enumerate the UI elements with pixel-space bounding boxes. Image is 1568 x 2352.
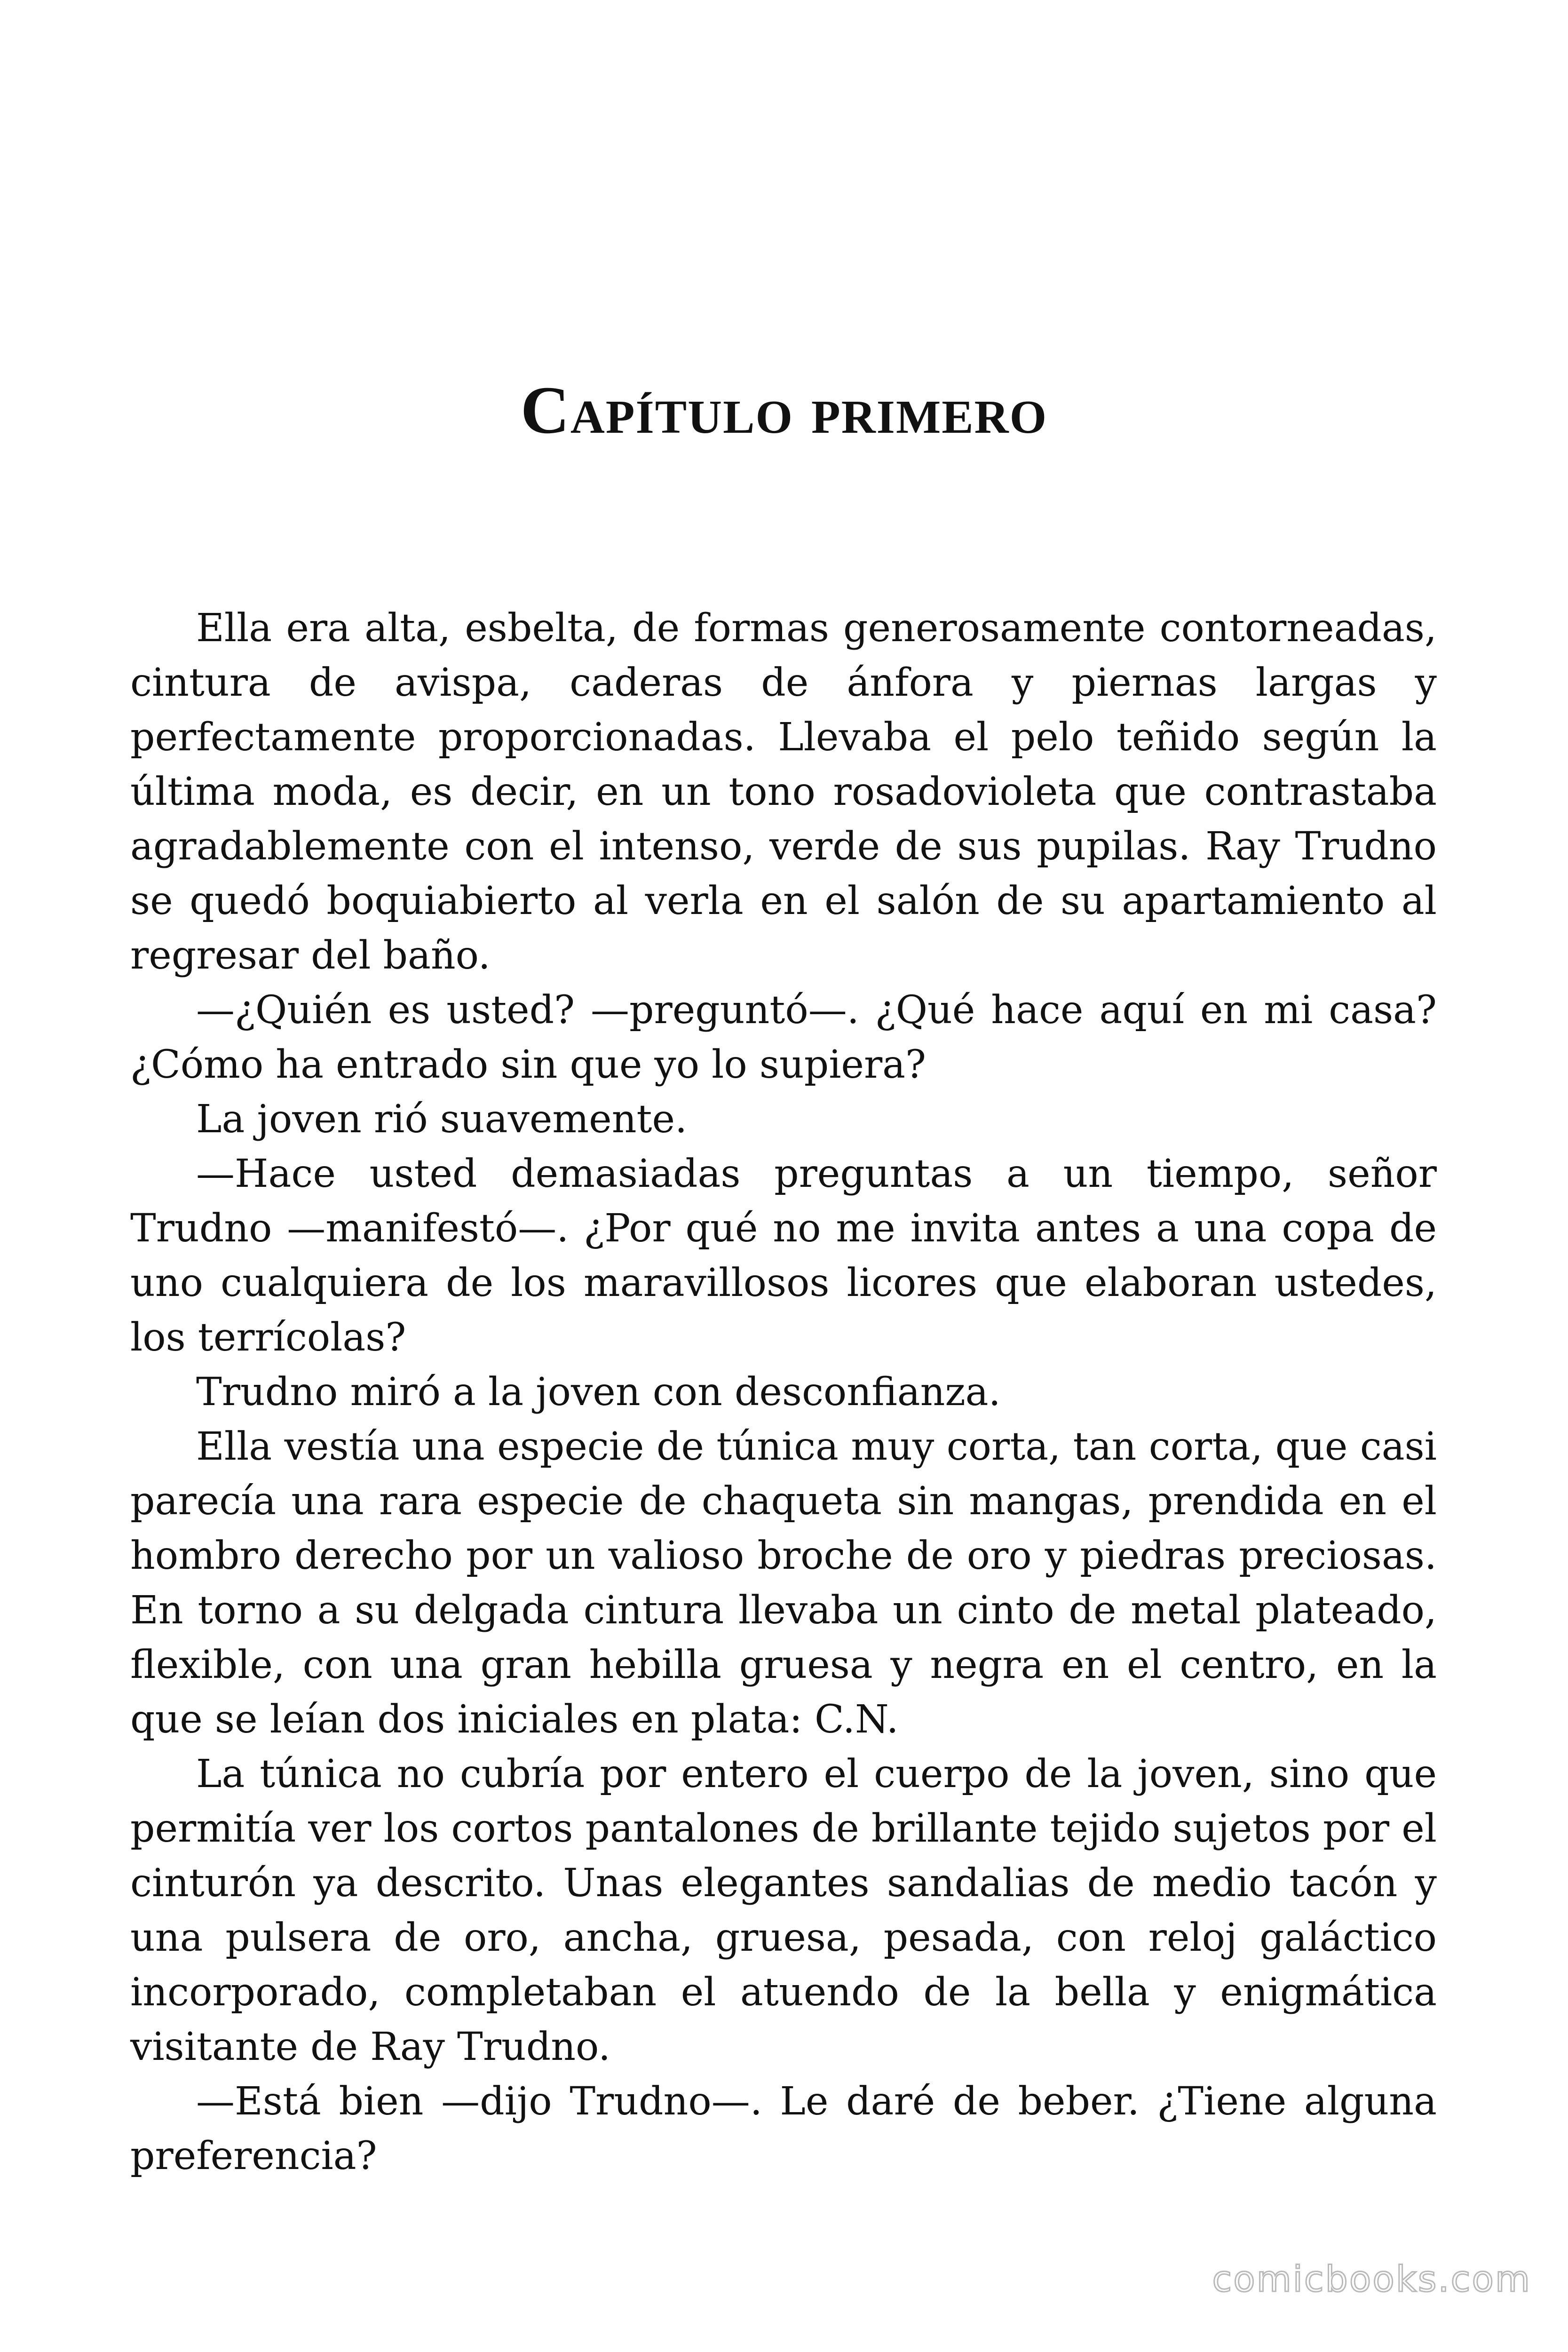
paragraph: Ella vestía una especie de túnica muy corta, tan corta, que casi parecía una rara especie de chaqueta sin mangas, prendida en el hombro derecho por un valioso broche de oro y piedras preciosas. En torno a su delgada cintura llevaba un cinto de metal plateado, flexible, con una gran hebilla gruesa y negra en el centro, en la que se leían dos iniciales en plata: C.N. — [130, 1424, 1437, 1742]
chapter-body — [130, 601, 1437, 2184]
chapter-title: Capítulo primero — [520, 373, 1048, 448]
paragraph: —Está bien —dijo Trudno—. Le daré de beber. ¿Tiene alguna preferencia? — [130, 2079, 1437, 2178]
paragraph: La túnica no cubría por entero el cuerpo de la joven, sino que permitía ver los cortos pantalones de brillante tejido sujetos por el cinturón ya descrito. Unas elegantes sandalias de medio tacón y una pulsera de oro, ancha, gruesa, pesada, con reloj galáctico incorporado, completaban el atuendo de la bella y enigmática visitante de Ray Trudno. — [130, 1752, 1437, 2069]
paragraph: —¿Quién es usted? —preguntó—. ¿Qué hace aquí en mi casa? ¿Cómo ha entrado sin que yo lo supiera? — [130, 988, 1437, 1087]
paragraph: La joven rió suavemente. — [196, 1097, 688, 1142]
paragraph: Ella era alta, esbelta, de formas generosamente contorneadas, cintura de avispa, caderas de ánfora y piernas largas y perfectamente proporcionadas. Llevaba el pelo teñido según la última moda, es decir, en un tono rosadovioleta que contrastaba agradablemente con el intenso, verde de sus pupilas. Ray Trudno se quedó boquiabierto al verla en el salón de su apartamiento al regresar del baño. — [130, 606, 1437, 978]
paragraph: —Hace usted demasiadas preguntas a un tiempo, señor Trudno —manifestó—. ¿Por qué no me invita antes a una copa de uno cualquiera de los maravillosos licores que elaboran ustedes, los terrícolas? — [130, 1152, 1437, 1360]
watermark: comicbooks.com — [1212, 2258, 1531, 2300]
paragraph: Trudno miró a la joven con desconfianza. — [196, 1370, 1001, 1414]
